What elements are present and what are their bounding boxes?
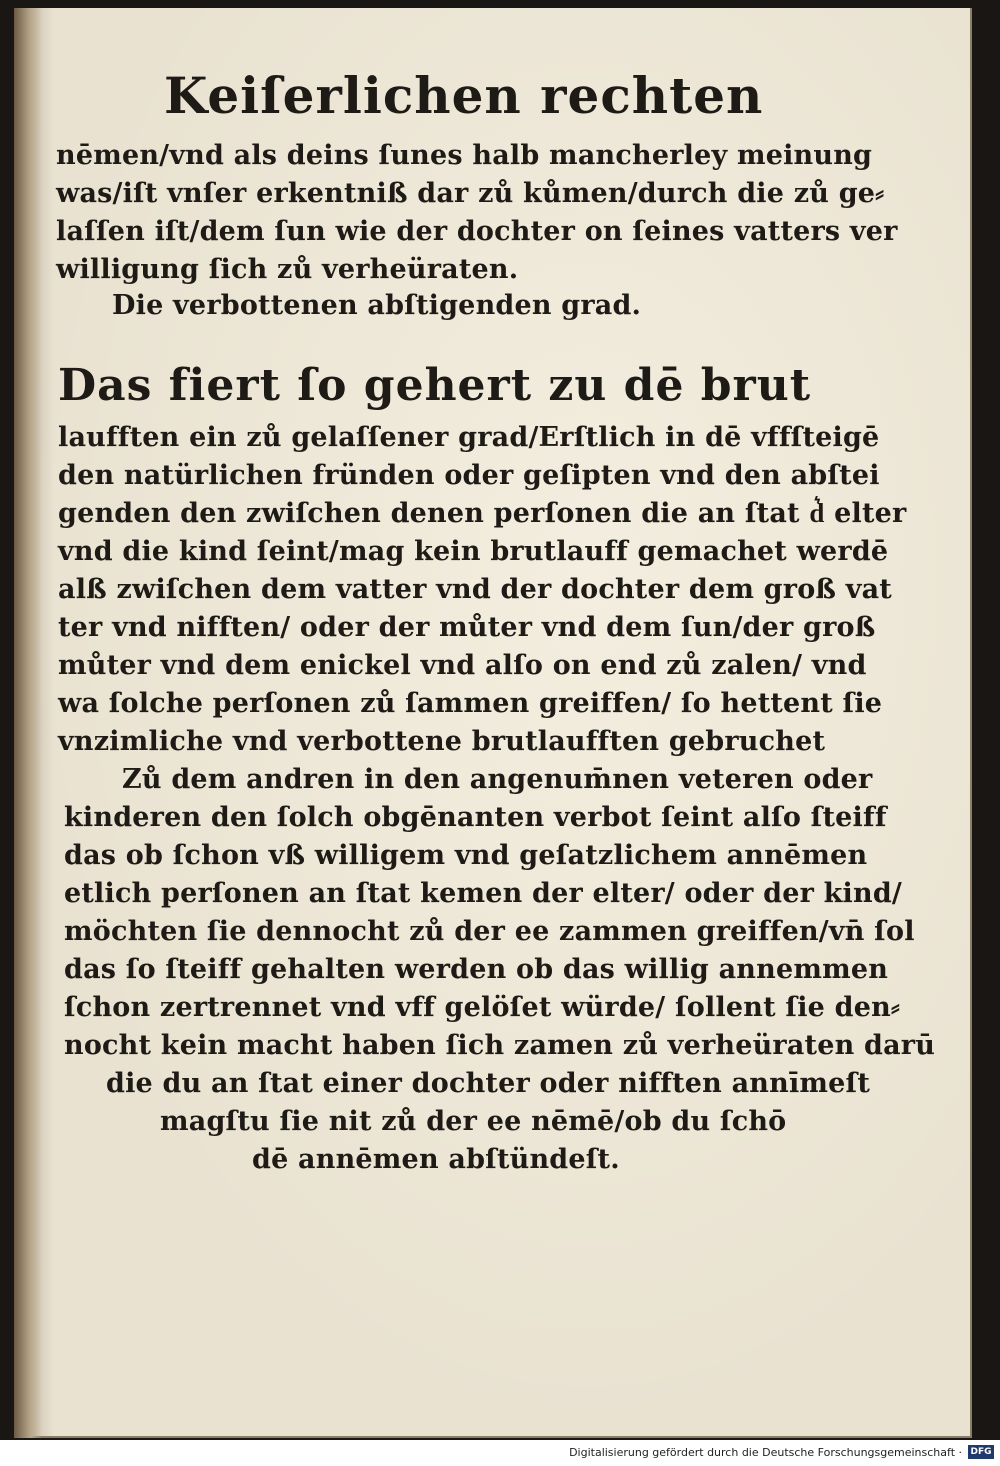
paragraph-3-line-11: dē annēmen abſtündeſt. [252, 1144, 620, 1175]
paragraph-2-line-4: vnd die kind ſeint/mag kein brutlauff gemachet werdē [58, 536, 889, 567]
paragraph-2-line-5: alß zwiſchen dem vatter vnd der dochter dem groß vat [58, 574, 892, 605]
paragraph-3-line-2: kinderen den ſolch obgēnanten verbot ſeint alſo ſteiff [64, 802, 887, 833]
paragraph-2-line-6: ter vnd nifften/ oder der můter vnd dem ſun/der groß [58, 612, 876, 643]
paragraph-3-line-10: magſtu ſie nit zů der ee nēmē/ob du ſchō [160, 1106, 787, 1137]
paragraph-3-line-3: das ob ſchon vß willigem vnd geſatzlichem annēmen [64, 840, 868, 871]
digitization-footer [0, 1440, 1000, 1466]
page-text [14, 8, 972, 1438]
paragraph-2-line-1: laufften ein zů gelaſſener grad/Erſtlich in dē vffſteigē [58, 422, 880, 453]
paragraph-3-line-4: etlich perſonen an ſtat kemen der elter/ oder der kind/ [64, 878, 902, 909]
paragraph-1-line-3: laſſen iſt/dem ſun wie der dochter on ſeines vatters ver [56, 216, 898, 247]
paragraph-3-line-7: ſchon zertrennet vnd vff gelöſet würde/ ſollent ſie den⸗ [64, 992, 901, 1023]
section-heading: Die verbottenen abſtigenden grad. [112, 290, 642, 321]
paragraph-1-line-1: nēmen/vnd als deins ſunes halb mancherley meinung [56, 140, 873, 171]
paragraph-1-line-4: willigung ſich zů verheüraten. [56, 254, 519, 285]
paragraph-3-line-5: möchten ſie dennocht zů der ee zammen greiffen/vn̄ ſol [64, 916, 915, 947]
paragraph-2-line-9: vnzimliche vnd verbottene brutlaufften gebruchet [58, 726, 826, 757]
paragraph-3-line-8: nocht kein macht haben ſich zamen zů verheüraten darū [64, 1030, 936, 1061]
footer-credit: Digitalisierung gefördert durch die Deutsche Forschungsgemeinschaft · [569, 1446, 962, 1459]
paragraph-2-line-7: můter vnd dem enickel vnd alſo on end zů zalen/ vnd [58, 650, 867, 681]
running-title: Keiſerlichen rechten [164, 66, 764, 125]
paragraph-3-line-6: das ſo ſteiff gehalten werden ob das willig annemmen [64, 954, 889, 985]
paragraph-1-line-2: was/iſt vnſer erkentniß dar zů kůmen/durch die zů ge⸗ [56, 178, 885, 209]
paragraph-2-line-3: genden den zwiſchen denen perſonen die an ſtat d͛ elter [58, 498, 907, 529]
dfg-logo: DFG [968, 1445, 994, 1459]
paragraph-3-line-1: Zů dem andren in den angenum̄nen veteren oder [122, 764, 873, 795]
paragraph-3-line-9: die du an ſtat einer dochter oder nifften annīmeſt [106, 1068, 871, 1099]
paragraph-2-initial-line: Das fiert ſo gehert zu dē brut [58, 360, 812, 411]
book-page [14, 8, 972, 1438]
paragraph-2-line-2: den natürlichen fründen oder geſipten vnd den abſtei [58, 460, 880, 491]
paragraph-2-line-8: wa ſolche perſonen zů ſammen greiffen/ ſo hettent ſie [58, 688, 883, 719]
